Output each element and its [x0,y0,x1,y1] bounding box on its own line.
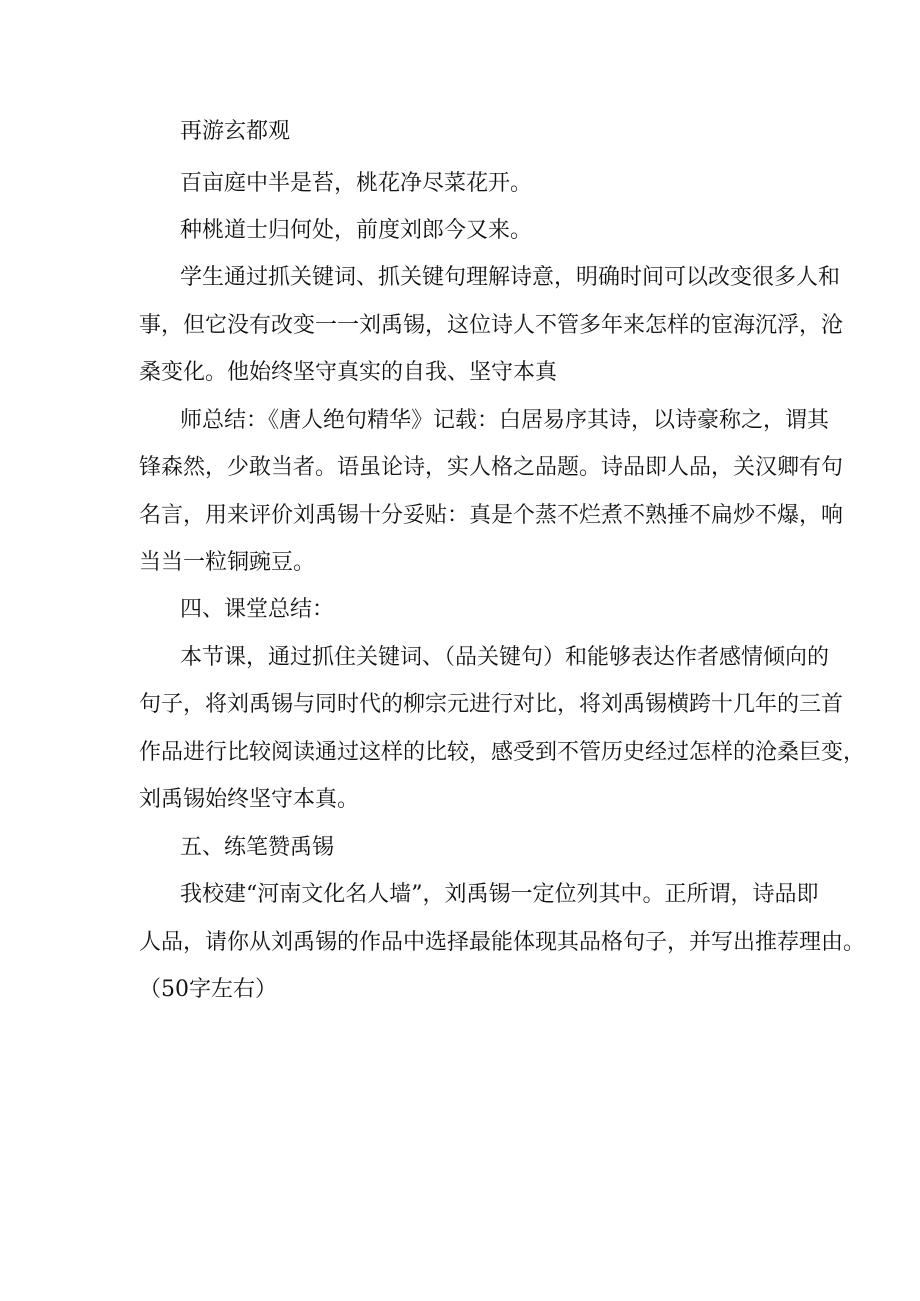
poem-title: 再游玄都观 [180,119,291,144]
paragraph-line: 人品，请你从刘禹锡的作品中选择最能体现其品格句子，并写出推荐理由。 [139,930,866,955]
paragraph-line: 桑变化。他始终坚守真实的自我、坚守本真 [139,360,558,385]
paragraph-line: （50字左右） [139,977,277,1002]
paragraph-line: 名言，用来评价刘禹锡十分妥贴：真是个蒸不烂煮不熟捶不扁炒不爆，响 [139,503,844,528]
paragraph-line: 刘禹锡始终坚守本真。 [139,787,360,812]
paragraph-line: 本节课，通过抓住关键词、（品关键句）和能够表达作者感情倾向的 [180,645,830,670]
paragraph-line: 学生通过抓关键词、抓关键句理解诗意，明确时间可以改变很多人和 [180,265,841,290]
poem-line-2: 种桃道士归何处，前度刘郎今又来。 [180,218,533,243]
paragraph-line: 当当一粒铜豌豆。 [139,550,316,575]
paragraph-line: 事，但它没有改变一一刘禹锡，这位诗人不管多年来怎样的宦海沉浮，沧 [139,313,844,338]
section-heading-5: 五、练笔赞禹锡 [180,835,335,860]
paragraph-line: 句子，将刘禹锡与同时代的柳宗元进行对比，将刘禹锡横跨十几年的三首 [139,692,844,717]
paragraph-line: 作品进行比较阅读通过这样的比较，感受到不管历史经过怎样的沧桑巨变， [139,740,866,765]
paragraph-line: 锋森然，少敢当者。语虽论诗，实人格之品题。诗品即人品，关汉卿有句 [139,455,844,480]
section-heading-4: 四、课堂总结： [180,597,335,622]
paragraph-line: 师总结：《唐人绝句精华》记载：白居易序其诗，以诗豪称之，谓其 [180,408,830,433]
poem-line-1: 百亩庭中半是苔，桃花净尽菜花开。 [180,171,533,196]
paragraph-line: 我校建“河南文化名人墙”，刘禹锡一定位列其中。正所谓，诗品即 [180,882,819,907]
